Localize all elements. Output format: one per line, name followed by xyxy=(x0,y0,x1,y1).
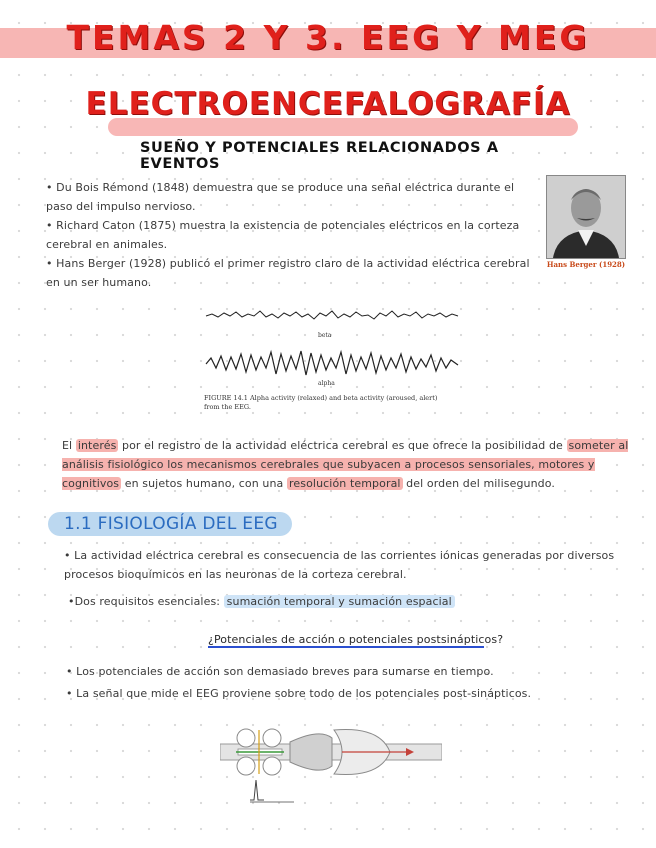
hans-berger-photo xyxy=(546,175,626,259)
requirements-highlight: sumación temporal y sumación espacial xyxy=(224,595,455,608)
interest-highlight-2: someter al análisis fisiológico los mecanismos cerebrales que subyacen a procesos sensoriales, motores y cognitivos xyxy=(62,439,629,490)
page-title: TEMAS 2 Y 3. EEG Y MEG xyxy=(66,18,590,57)
postsynaptic-point: • La señal que mide el EEG proviene sobre todo de los potenciales post-sinápticos. xyxy=(66,687,532,700)
alpha-label: alpha xyxy=(318,380,335,387)
section-subheading: SUEÑO Y POTENCIALES RELACIONADOS A EVENTOS xyxy=(140,140,499,172)
synapse-diagram xyxy=(220,716,442,808)
eeg-waves-figure xyxy=(200,302,462,418)
action-potential-point: • Los potenciales de acción son demasiado breves para sumarse en tiempo. xyxy=(66,665,494,678)
question-text: ¿Potenciales de acción o potenciales postsinápticos? xyxy=(208,633,504,646)
interest-highlight-3: resolución temporal xyxy=(289,477,401,490)
interest-text-3: en sujetos humano, con una xyxy=(121,477,287,490)
page-subtitle: ELECTROENCEFALOGRAFÍA xyxy=(85,86,571,122)
history-bullet-berger: • Hans Berger (1928) publicó el primer registro claro de la actividad eléctrica cerebral en un ser humano. xyxy=(46,257,530,289)
figure-caption-line2: from the EEG. xyxy=(204,403,251,411)
photo-caption: Hans Berger (1928) xyxy=(546,260,626,269)
interest-text-2: por el registro de la actividad eléctrica cerebral es que ofrece la posibilidad de xyxy=(118,439,567,452)
question-underline xyxy=(208,646,484,648)
beta-label: beta xyxy=(318,332,332,339)
section-title: 1.1 FISIOLOGÍA DEL EEG xyxy=(64,514,278,534)
eeg-waves-graphic xyxy=(200,302,462,392)
portrait-icon xyxy=(547,176,625,258)
requirements-label: •Dos requisitos esenciales: xyxy=(68,595,224,608)
physiology-bullet-1: • La actividad eléctrica cerebral es consecuencia de las corrientes iónicas generadas por diversos procesos bioquímicos en las neuronas de la corteza cerebral. xyxy=(64,549,615,581)
interest-paragraph xyxy=(62,436,634,493)
history-bullets xyxy=(46,178,530,292)
interest-text-4: del orden del milisegundo. xyxy=(402,477,555,490)
history-bullet-dubois: • Du Bois Rémond (1848) demuestra que se produce una señal eléctrica durante el paso del impulso nervioso. xyxy=(46,181,515,213)
history-bullet-caton: • Richard Caton (1875) muestra la existencia de potenciales eléctricos en la corteza cerebral en animales. xyxy=(46,219,520,251)
figure-caption-line1: FIGURE 14.1 Alpha activity (relaxed) and beta activity (aroused, alert) xyxy=(204,394,438,402)
interest-highlight-1: interés xyxy=(77,439,117,452)
physiology-bullet-2 xyxy=(68,592,518,611)
interest-text-1: El xyxy=(62,439,76,452)
synapse-illustration xyxy=(220,716,442,808)
